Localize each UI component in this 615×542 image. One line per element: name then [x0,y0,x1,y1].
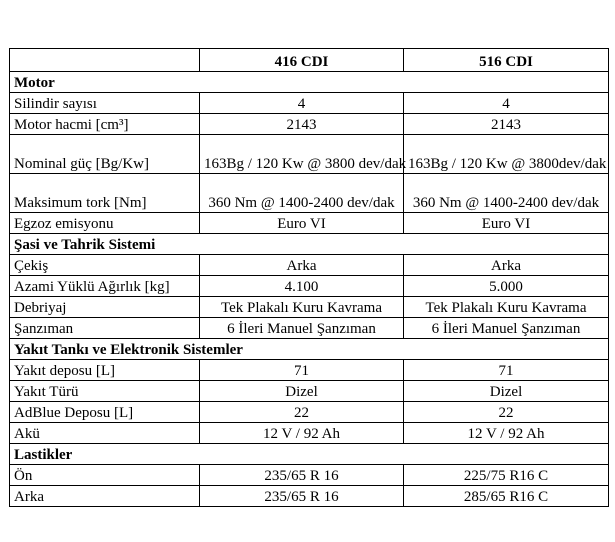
table-row [10,318,609,339]
value-516: 4 [404,93,609,114]
table-row [10,93,609,114]
header-row [10,49,609,72]
value-416: Arka [200,255,404,276]
table-row [10,402,609,423]
section-header-motor [10,72,609,93]
spec-table [9,48,609,507]
value-416: 235/65 R 16 [200,465,404,486]
table-row [10,465,609,486]
value-516: Tek Plakalı Kuru Kavrama [404,297,609,318]
row-label: Egzoz emisyonu [10,213,200,234]
table-row [10,174,609,213]
row-label: Şanzıman [10,318,200,339]
row-label: Silindir sayısı [10,93,200,114]
table-row [10,423,609,444]
table-row [10,486,609,507]
table-row [10,114,609,135]
section-title: Lastikler [10,444,609,465]
table-row [10,297,609,318]
row-label: Yakıt deposu [L] [10,360,200,381]
section-title: Motor [10,72,609,93]
header-model-516: 516 CDI [404,49,609,72]
table-row [10,360,609,381]
value-416: 4 [200,93,404,114]
table-row [10,135,609,174]
section-title: Yakıt Tankı ve Elektronik Sistemler [10,339,609,360]
value-516: 12 V / 92 Ah [404,423,609,444]
value-416: 4.100 [200,276,404,297]
row-label: Çekiş [10,255,200,276]
value-416: 71 [200,360,404,381]
value-416: Tek Plakalı Kuru Kavrama [200,297,404,318]
value-416: 163Bg / 120 Kw @ 3800 dev/dak [200,135,404,174]
value-516: 22 [404,402,609,423]
section-header-tires [10,444,609,465]
value-416: 6 İleri Manuel Şanzıman [200,318,404,339]
value-416: 2143 [200,114,404,135]
section-header-chassis [10,234,609,255]
section-title: Şasi ve Tahrik Sistemi [10,234,609,255]
value-516: 71 [404,360,609,381]
row-label: Nominal güç [Bg/Kw] [10,135,200,174]
table-row [10,213,609,234]
table-row [10,381,609,402]
table-row [10,276,609,297]
value-516: 285/65 R16 C [404,486,609,507]
value-516: Arka [404,255,609,276]
value-516: 225/75 R16 C [404,465,609,486]
value-516: 2143 [404,114,609,135]
row-label: Arka [10,486,200,507]
row-label: Akü [10,423,200,444]
value-516: 163Bg / 120 Kw @ 3800dev/dak [404,135,609,174]
row-label: Ön [10,465,200,486]
row-label: Maksimum tork [Nm] [10,174,200,213]
value-416: 12 V / 92 Ah [200,423,404,444]
section-header-fuel-electronics [10,339,609,360]
value-416: 22 [200,402,404,423]
value-416: 235/65 R 16 [200,486,404,507]
header-model-416: 416 CDI [200,49,404,72]
table-row [10,255,609,276]
value-516: 6 İleri Manuel Şanzıman [404,318,609,339]
value-416: Euro VI [200,213,404,234]
value-516: 5.000 [404,276,609,297]
row-label: Azami Yüklü Ağırlık [kg] [10,276,200,297]
value-516: Dizel [404,381,609,402]
row-label: Motor hacmi [cm³] [10,114,200,135]
value-416: Dizel [200,381,404,402]
row-label: Yakıt Türü [10,381,200,402]
value-516: Euro VI [404,213,609,234]
header-blank-cell [10,49,200,72]
value-516: 360 Nm @ 1400-2400 dev/dak [404,174,609,213]
value-416: 360 Nm @ 1400-2400 dev/dak [200,174,404,213]
row-label: AdBlue Deposu [L] [10,402,200,423]
row-label: Debriyaj [10,297,200,318]
